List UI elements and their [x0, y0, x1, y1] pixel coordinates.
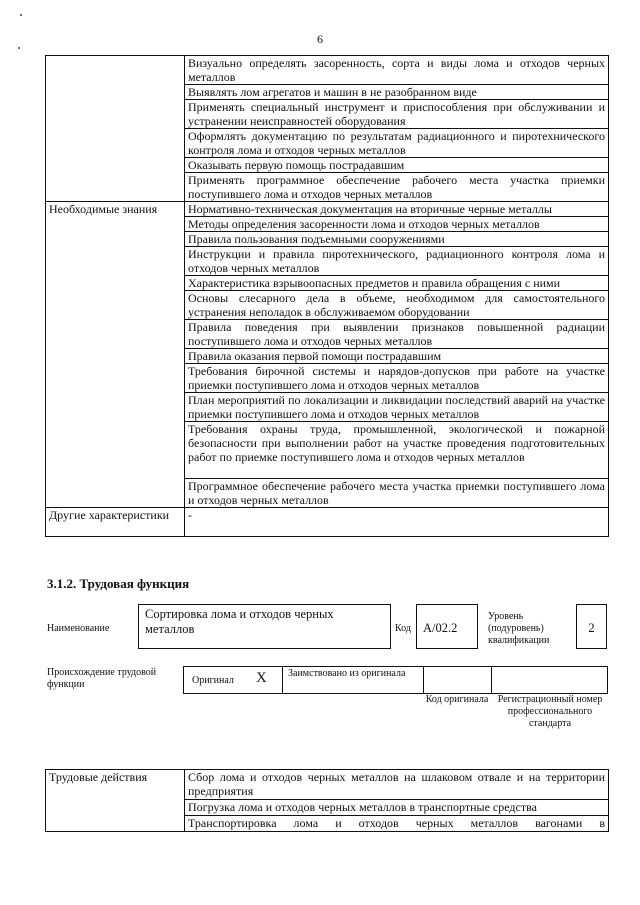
knowledge-row: Программное обеспечение рабочего места участка приемки поступившего лома и отходов черных металлов: [185, 479, 609, 508]
scan-speck: [18, 47, 20, 49]
skill-row: Оказывать первую помощь пострадавшим: [185, 158, 609, 173]
original-mark: X: [256, 670, 267, 686]
function-code-box: А/02.2: [416, 604, 478, 649]
origin-label: Происхождение трудовой функции: [47, 667, 157, 690]
labor-action-row: Погрузка лома и отходов черных металлов в транспортные средства: [185, 800, 609, 816]
skill-row: Применять программное обеспечение рабочего места участка приемки поступившего лома и отходов черных металлов: [185, 173, 609, 202]
knowledge-row: Методы определения засоренности лома и отходов черных металлов: [185, 217, 609, 232]
knowledge-label: Необходимые знания: [46, 202, 185, 508]
origin-divider: [491, 667, 492, 693]
labor-actions-table: [45, 769, 609, 832]
name-label: Наименование: [47, 623, 110, 634]
skill-row: Визуально определять засоренность, сорта и виды лома и отходов черных металлов: [185, 56, 609, 85]
skill-row: Оформлять документацию по результатам радиационного и пиротехнического контроля лома и отходов черных металлов: [185, 129, 609, 158]
knowledge-row: Нормативно-техническая документация на вторичные черные металлы: [185, 202, 609, 217]
knowledge-row: Инструкции и правила пиротехнического, радиационного контроля лома и отходов черных металлов: [185, 247, 609, 276]
scan-speck: [20, 14, 22, 16]
qualification-level-box: 2: [576, 604, 607, 649]
skill-row: Применять специальный инструмент и приспособления при обслуживании и устранении неисправностей оборудования: [185, 100, 609, 129]
skill-row: Выявлять лом агрегатов и машин в не разобранном виде: [185, 85, 609, 100]
knowledge-row: Правила оказания первой помощи пострадавшим: [185, 349, 609, 364]
labor-action-row: Транспортировка лома и отходов черных металлов вагонами в: [185, 816, 609, 832]
skills-label-cell: [46, 56, 185, 202]
labor-action-row: Сбор лома и отходов черных металлов на шлаковом отвале и на территории предприятия: [185, 770, 609, 800]
knowledge-row: План мероприятий по локализации и ликвидации последствий аварий на участке приемки поступившего лома и отходов черных металлов: [185, 393, 609, 422]
origin-divider: [423, 667, 424, 693]
labor-actions-label: Трудовые действия: [46, 770, 185, 832]
original-label: Оригинал: [192, 675, 234, 686]
section-title: 3.1.2. Трудовая функция: [47, 576, 190, 591]
other-characteristics-label: Другие характеристики: [46, 508, 185, 537]
knowledge-row: Правила поведения при выявлении признаков повышенной радиации поступившего лома и отходов черных металлов: [185, 320, 609, 349]
borrowed-label: Заимствовано из оригинала: [288, 668, 406, 679]
code-label: Код: [395, 623, 411, 634]
knowledge-row: Требования бирочной системы и нарядов-допусков при работе на участке приемки поступившего лома и отходов черных металлов: [185, 364, 609, 393]
page-number: 6: [317, 32, 323, 46]
knowledge-row: Правила пользования подъемными сооружениями: [185, 232, 609, 247]
registration-number-caption: Регистрационный номер профессионального стандарта: [497, 694, 603, 729]
function-name-box: Сортировка лома и отходов черных металлов: [138, 604, 391, 649]
knowledge-row: Характеристика взрывоопасных предметов и правила обращения с ними: [185, 276, 609, 291]
origin-box: [183, 666, 608, 694]
level-label: Уровень (подуровень) квалификации: [488, 611, 550, 646]
other-characteristics-value: -: [185, 508, 609, 537]
knowledge-row: Требования охраны труда, промышленной, экологической и пожарной безопасности при выполнении работ на участке проведения подготовительных работ по приемке поступившего лома и отходов черных металлов: [185, 422, 609, 479]
skills-knowledge-table: [45, 55, 609, 537]
origin-divider: [282, 667, 283, 693]
knowledge-row: Основы слесарного дела в объеме, необходимом для самостоятельного устранения неполадок в обслуживаемом оборудовании: [185, 291, 609, 320]
code-original-caption: Код оригинала: [425, 694, 489, 705]
